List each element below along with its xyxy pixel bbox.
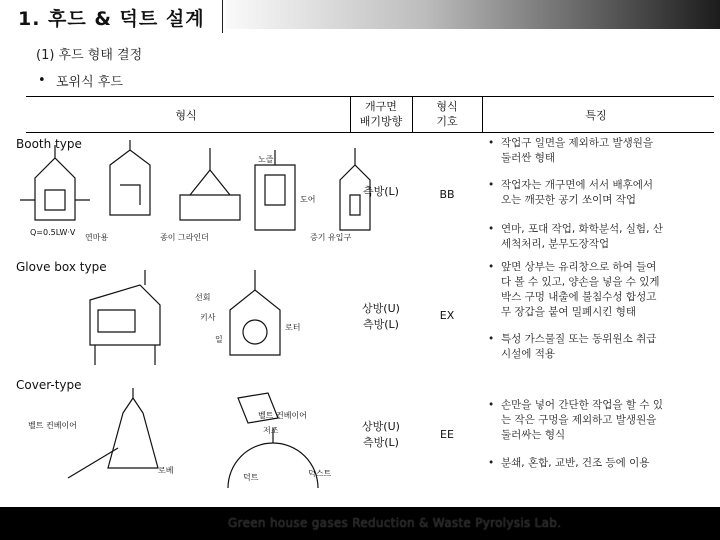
header-direction-line2: 배기방향 (359, 115, 403, 128)
col-divider (350, 96, 351, 132)
feature-item: • 특성 가스물질 또는 동위원소 취급 시설에 적용 (488, 333, 657, 360)
page-title: 1. 후드 & 덕트 설계 (18, 8, 205, 30)
feature-item: • 작업구 일면을 제외하고 발생원을 둘러싼 형태 (488, 137, 654, 164)
header-feature: 특징 (585, 109, 607, 122)
sketch-label: 도어 (300, 195, 316, 204)
sketch-label: 로터 (285, 323, 301, 332)
title-divider (222, 0, 223, 33)
sketch-label: 덕트 (243, 473, 259, 482)
feature-item: • 작업자는 개구면에 서서 배후에서 오는 깨끗한 공기 쏘이며 작업 (488, 179, 654, 206)
feature-item: • 연마, 포대 작업, 화학분석, 실험, 산 세척처리, 분무도장작업 (488, 223, 663, 250)
header-symbol-line1: 형식 (436, 100, 458, 113)
table-top-rule (26, 96, 714, 97)
col-divider (412, 96, 413, 132)
sketch-label: 증기 유입구 (310, 233, 352, 242)
sketch-label: Q=0.5LW·V (30, 228, 76, 237)
bullet-icon: • (38, 73, 46, 88)
col-divider (482, 96, 483, 132)
symbol-glovebox: EX (439, 309, 455, 322)
symbol-cover: EE (440, 428, 454, 441)
footer-lab-name: Green house gases Reduction & Waste Pyrolysis Lab. (228, 516, 562, 530)
row-label-booth: Booth type (16, 137, 82, 151)
header-symbol-line2: 기호 (436, 115, 458, 128)
header-direction (352, 99, 410, 129)
direction-glovebox: 상방(U) 측방(L) (362, 302, 400, 331)
sketch-label: 키사 (200, 313, 216, 322)
sketch-label: 연마용 (85, 233, 109, 242)
sketch-label: 일 (215, 335, 223, 344)
section-subheading: 포위식 후드 (56, 75, 123, 90)
feature-item: • 손만을 넣어 간단한 작업을 할 수 있 는 작은 구멍을 제외하고 발생원을 둘러싸는 형식 (488, 399, 664, 441)
booth-hood-sketch (10, 140, 380, 250)
symbol-booth: BB (439, 188, 455, 201)
feature-item: • 분쇄, 혼합, 교반, 건조 등에 이용 (488, 457, 650, 469)
title-gradient-bar (226, 0, 720, 29)
header-type: 형식 (175, 109, 197, 122)
cover-hood-sketch (28, 388, 378, 500)
sketch-label: 벨트 컨베이어 (28, 421, 77, 430)
row-label-cover: Cover-type (16, 378, 82, 392)
sketch-label: 덕스트 (308, 469, 332, 478)
sketch-label: 로베 (158, 466, 174, 475)
sketch-label: 종이 그라인더 (160, 233, 209, 242)
glovebox-hood-sketch (80, 270, 310, 370)
sketch-label: 선회 (195, 293, 211, 302)
row-label-glovebox: Glove box type (16, 260, 107, 274)
feature-item: • 앞면 상부는 유리창으로 하여 들여 다 볼 수 있고, 양손을 넣을 수 있게 박스 구멍 내출에 불침수성 합성고 무 장갑을 붙여 밀폐시킨 형태 (488, 261, 660, 318)
direction-cover: 상방(U) 측방(L) (362, 420, 400, 449)
sketch-label: 저조 (263, 426, 279, 435)
direction-booth: 측방(L) (363, 185, 399, 198)
sketch-label: 벨트 컨베이어 (258, 411, 307, 420)
section-heading: (1) 후드 형태 결정 (36, 48, 143, 63)
sketch-label: 노즐 (258, 155, 274, 164)
header-direction-line1: 개구면 (365, 100, 397, 113)
header-symbol (414, 99, 480, 129)
table-header-rule (26, 132, 714, 133)
